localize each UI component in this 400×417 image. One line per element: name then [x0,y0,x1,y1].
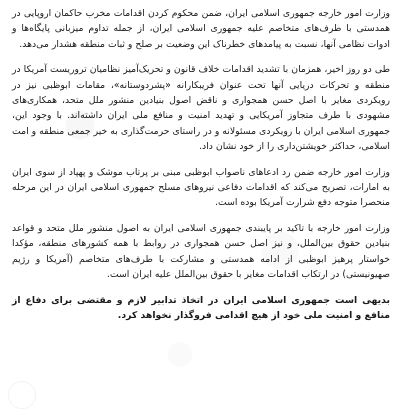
paragraph-3: وزارت امور خارجه ضمن رد ادعاهای ناصواب ابوظبی مبنی بر پرتاب موشک و پهپاد از سوی ایران به امارات، تصریح می‌کند که اقدامات دفاعی نیروهای مسلح جمهوری اسلامی ایران در این مرحله منحصرا متوجه دفع شرارت آمریکا بوده است. [12,166,390,209]
paragraph-2: طی دو روز اخیر، همزمان با تشدید اقدامات خلاف قانون و تحریک‌آمیز نظامیان تروریست آمریکا در منطقه و تحرکات دریایی آنها تحت عنوان فریبکارانه «پشردوستانه»، مقامات ابوظبی نیز در رویکردی مغایر با اصل حسن همجواری و ناقض اصول بنیادین منشور ملل متحد، همکاری‌های مشهودی با طرف متجاوز آمریکایی و تهدید امنیت و منافع ملی ایران داشته‌اند. با وجود این، جمهوری اسلامی ایران با رویکردی مسئولانه و در راستای حرمت‌گذاری به خیر جمعی منطقه و امت اسلامی، حداکثر خویشتن‌داری را از خود نشان داد. [12,64,390,153]
paragraph-4: وزارت امور خارجه با تاکید بر پایبندی جمهوری اسلامی ایران به اصول منشور ملل متحد و قواعد بنیادین حقوق بین‌الملل، و نیز اصل حسن همجواری در روابط با همه کشورهای منطقه، مؤکدا خواستار پرهیز ابوظبی از ادامه همدستی و مشارکت با طرف‌های متخاصم (آمریکا و رژیم صهیونیستی) در ارتکاب اقدامات مغایر با حقوق بین‌الملل علیه ایران است. [12,222,390,281]
paragraph-1: وزارت امور خارجه جمهوری اسلامی ایران، ضمن محکوم کردن اقدامات مخرب حاکمان اروپایی در همدستی با طرف‌های متخاصم علیه جمهوری اسلامی ایران، از جمله تداوم میزبانی پایگاه‌ها و ادوات نظامی آنها، نسبت به پیامدهای خطرناک این وضعیت بر صلح و ثبات منطقه هشدار می‌دهد. [12,8,390,50]
paragraph-5: بدیهی است جمهوری اسلامی ایران در اتخاذ تدابیر لازم و مقتضی برای دفاع از منافع و امنیت ملی خود از هیچ اقدامی فروگذار نخواهد کرد. [12,294,390,321]
background-ornament [8,381,36,409]
